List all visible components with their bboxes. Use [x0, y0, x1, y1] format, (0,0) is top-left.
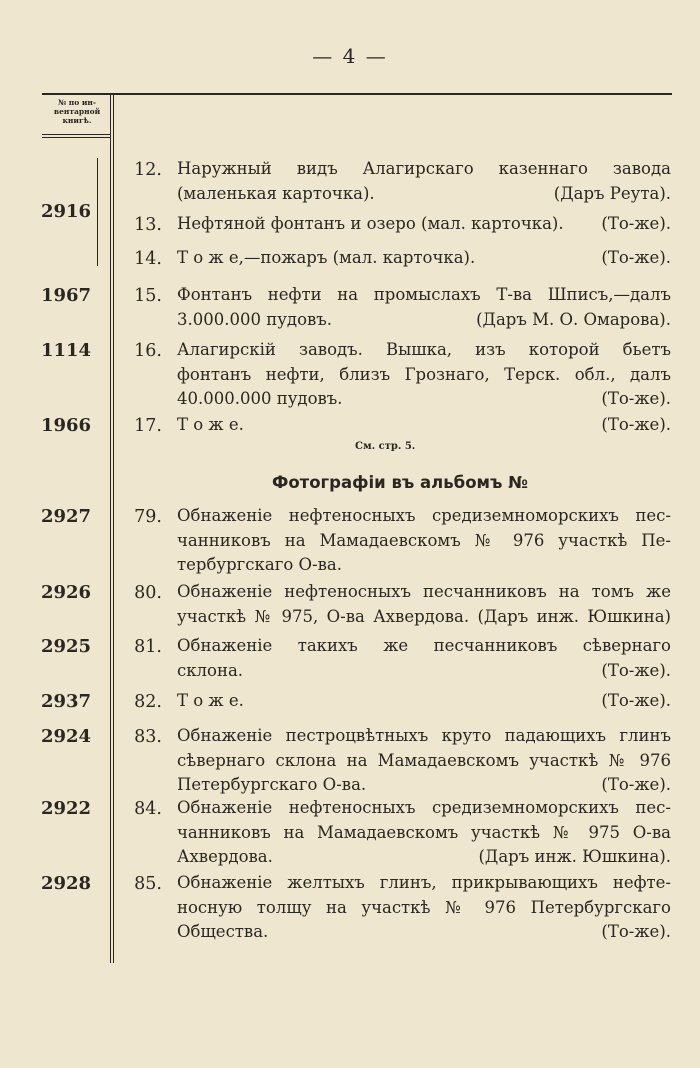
entry-line: носную толщу на участкѣ № 976 Петербургскаго — [177, 897, 671, 917]
inventory-number: 2926 — [40, 582, 92, 603]
donor-credit: (То-же). — [601, 214, 671, 233]
inventory-number: 2927 — [40, 506, 92, 527]
entry-line: Фонтанъ нефти на промыслахъ Т-ва Шписъ,—далъ — [177, 285, 671, 304]
inventory-number-group: 2916 — [40, 201, 92, 222]
inventory-number: 2928 — [40, 873, 92, 894]
entry-text — [177, 212, 671, 237]
donor-credit: (То-же). — [601, 248, 671, 267]
donor-credit: (То-же). — [601, 691, 671, 710]
entry-number: 16. — [134, 341, 162, 361]
entry-number: 14. — [134, 249, 162, 269]
entry-line: Т о ж е,—пожаръ (мал. карточка). — [177, 248, 476, 267]
entry-line: Алагирскій заводъ. Вышка, изъ которой бьетъ — [177, 340, 671, 359]
entry-text — [177, 283, 671, 332]
entry-text — [177, 796, 671, 870]
entry-line: (маленькая карточка). — [177, 183, 375, 203]
entry-text — [177, 504, 671, 578]
donor-credit: (Даръ Реута). — [553, 183, 671, 203]
inventory-number: 1967 — [40, 285, 92, 306]
entry-line-pair — [177, 182, 671, 207]
inventory-number: 2925 — [40, 636, 92, 657]
entry-line: Т о ж е. — [177, 691, 244, 710]
entry-line: Петербургскаго О-ва. — [177, 775, 367, 794]
entry-number: 13. — [134, 215, 162, 235]
entry-line: Ахвердова. — [177, 847, 273, 866]
column-divider — [110, 95, 111, 963]
entry-line: Наружный видъ Алагирскаго казеннаго завода — [177, 159, 671, 178]
entry-line-pair — [177, 246, 671, 271]
entry-line: Т о ж е. — [177, 415, 244, 434]
header-rule — [42, 93, 672, 95]
entry-line: Обнаженіе нефтеносныхъ песчанниковъ на томъ же — [177, 582, 671, 601]
inventory-number: 2922 — [40, 798, 92, 819]
donor-credit: (То-же). — [601, 660, 671, 680]
entry-line: участкѣ № 975, О-ва Ахвердова. (Даръ инж. Юшкина) — [177, 606, 671, 626]
group-bracket — [97, 158, 98, 266]
inventory-number: 1114 — [40, 340, 92, 361]
entry-text — [177, 689, 671, 714]
inventory-column-header: № по ин-вентарной книгѣ. — [53, 98, 101, 125]
entry-number: 81. — [134, 637, 162, 657]
donor-credit: (То-же). — [601, 775, 671, 794]
entry-line-pair — [177, 773, 671, 798]
header-divider — [42, 137, 110, 138]
entry-text — [177, 580, 671, 629]
entry-line: Обнаженіе такихъ же песчанниковъ сѣвернаго — [177, 636, 671, 655]
entry-line-pair — [177, 689, 671, 714]
entry-line: Обнаженіе желтыхъ глинъ, прикрывающихъ нефте- — [177, 873, 671, 892]
entry-line-pair — [177, 413, 671, 438]
inventory-number: 2924 — [40, 726, 92, 747]
entry-text — [177, 338, 671, 412]
entry-number: 80. — [134, 583, 162, 603]
donor-credit: (Даръ инж. Юшкина). — [478, 847, 671, 866]
entry-number: 82. — [134, 692, 162, 712]
entry-line-pair — [177, 659, 671, 684]
entry-number: 15. — [134, 286, 162, 306]
inventory-number: 1966 — [40, 415, 92, 436]
entry-line: чанниковъ на Мамадаевскомъ № 976 участкѣ Пе- — [177, 530, 671, 550]
entry-line: Обнаженіе нефтеносныхъ средиземноморскихъ пес- — [177, 798, 671, 817]
entry-line-pair — [177, 845, 671, 870]
donor-credit: (То-же). — [601, 415, 671, 434]
section-heading: Фотографіи въ альбомъ № — [271, 473, 529, 492]
entry-text — [177, 634, 671, 683]
entry-line: Нефтяной фонтанъ и озеро (мал. карточка). — [177, 214, 564, 233]
inventory-number: 2937 — [40, 691, 92, 712]
entry-line-pair — [177, 387, 671, 412]
entry-line: чанниковъ на Мамадаевскомъ участкѣ № 975 О-ва — [177, 822, 671, 842]
entry-line: фонтанъ нефти, близъ Грознаго, Терск. обл., далъ — [177, 364, 671, 384]
entry-text — [177, 871, 671, 945]
column-divider — [113, 95, 114, 963]
entry-number: 12. — [134, 160, 162, 180]
header-divider — [42, 134, 110, 135]
donor-credit: (То-же). — [601, 389, 671, 408]
entry-number: 17. — [134, 416, 162, 436]
entry-line-pair — [177, 212, 671, 237]
entry-text — [177, 157, 671, 206]
entry-line: склона. — [177, 660, 244, 680]
entry-number: 85. — [134, 874, 162, 894]
entry-number: 84. — [134, 799, 162, 819]
page-number: — 4 — — [312, 44, 388, 68]
entry-number: 79. — [134, 507, 162, 527]
entry-text — [177, 246, 671, 271]
entry-line: сѣвернаго склона на Мамадаевскомъ участкѣ № 976 — [177, 750, 671, 770]
entry-line: 40.000.000 пудовъ. — [177, 389, 343, 408]
entry-line: тербургскаго О-ва. — [177, 555, 342, 574]
entry-line-pair — [177, 920, 671, 945]
donor-credit: (То-же). — [601, 922, 671, 941]
entry-line: 3.000.000 пудовъ. — [177, 309, 333, 329]
entry-number: 83. — [134, 727, 162, 747]
entry-text — [177, 724, 671, 798]
entry-text — [177, 413, 671, 438]
entry-line: Общества. — [177, 922, 269, 941]
donor-credit: (Даръ М. О. Омарова). — [476, 309, 671, 329]
entry-line: Обнаженіе пестроцвѣтныхъ круто падающихъ глинъ — [177, 726, 671, 745]
entry-line: Обнаженіе нефтеносныхъ средиземноморскихъ пес- — [177, 506, 671, 525]
see-page-note: См. стр. 5. — [355, 441, 416, 452]
entry-line-pair — [177, 308, 671, 333]
